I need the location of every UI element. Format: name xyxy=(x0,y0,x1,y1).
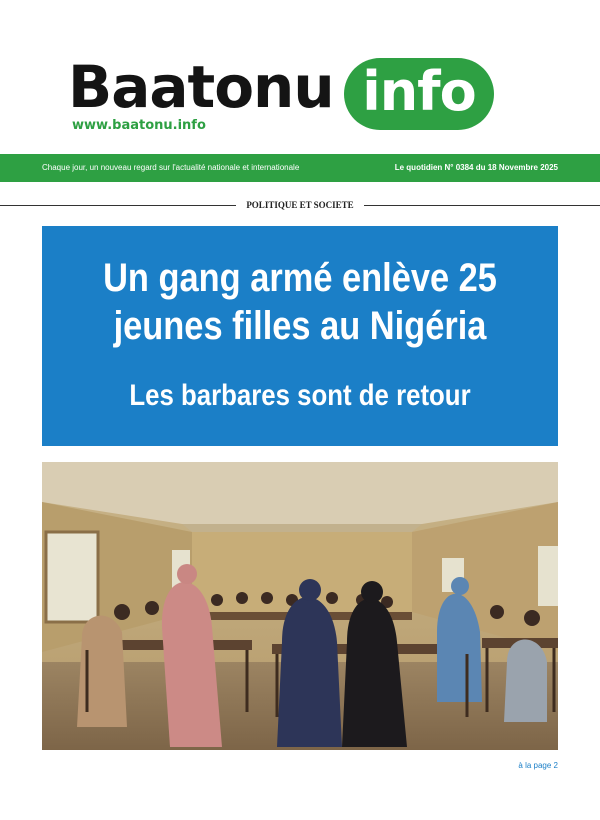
logo-badge-text: info xyxy=(362,60,476,123)
section-label: POLITIQUE ET SOCIETE xyxy=(246,200,354,210)
logo-word: Baatonu xyxy=(68,53,334,121)
classroom-photo-illustration xyxy=(42,462,558,750)
story-photo xyxy=(42,462,558,750)
tagline-banner xyxy=(0,154,600,182)
tagline: Chaque jour, un nouveau regard sur l'actualité nationale et internationale xyxy=(42,163,300,172)
headline-line-1: Un gang armé enlève 25 xyxy=(103,256,497,300)
site-url[interactable]: www.baatonu.info xyxy=(72,118,206,133)
subheadline: Les barbares sont de retour xyxy=(129,379,471,412)
masthead xyxy=(0,0,600,150)
headline xyxy=(78,254,522,350)
logo-badge xyxy=(344,58,494,130)
continued-page-link[interactable]: à la page 2 xyxy=(518,761,558,770)
headline-line-2: jeunes filles au Nigéria xyxy=(113,304,487,348)
issue-info: Le quotidien N° 0384 du 18 Novembre 2025 xyxy=(394,163,558,172)
headline-box xyxy=(42,226,558,446)
